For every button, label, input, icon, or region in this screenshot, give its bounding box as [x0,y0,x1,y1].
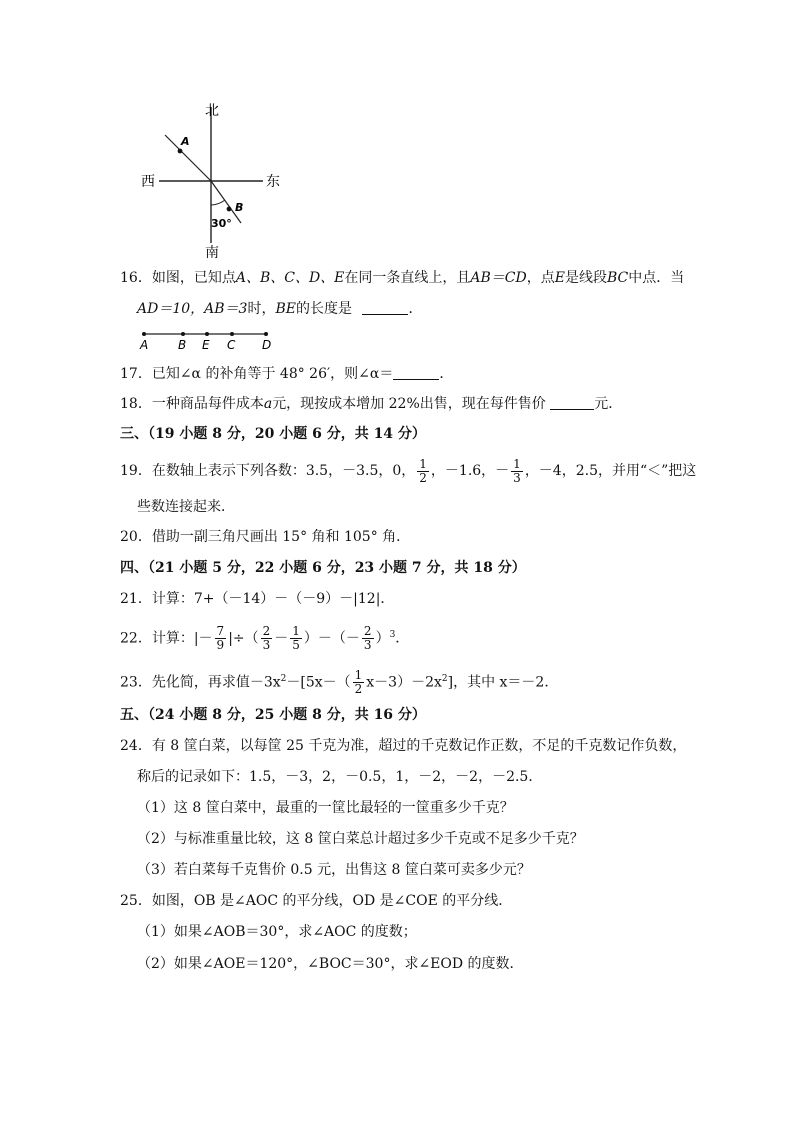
label-point-a: A [181,135,190,148]
label-angle: 30° [211,217,232,230]
label-west: 西 [141,174,155,190]
seg-label-e: E [202,338,210,352]
q24-sub2: （2）与标准重量比较，这 8 筐白菜总计超过多少千克或不足多少千克？ [137,831,584,847]
q18-line: 18．一种商品每件成本a元，现按成本增加 22%出售，现在每件售价 元． [120,396,623,412]
q23-line: 23．先化简，再求值$-3x^2-[5x-$（ $\frac{1}{2}$ $x-3)-2x^2$]，其中 x＝－2． [120,668,559,697]
q16-line1: 16．如图，已知点A、B、C、D、E在同一条直线上，且AB＝CD，点E是线段BC中点．当 [120,270,685,286]
q24-line2: 称后的记录如下：1.5，－3，2，－0.5，1，－2，－2，－2.5． [137,769,543,785]
q21-line: 21．计算：7+（－14）－（－9）－|12|． [120,591,395,607]
compass-diagram [135,95,295,265]
q25-sub2: （2）如果∠AOE＝120°，∠BOC＝30°，求∠EOD 的度数． [137,956,524,972]
seg-label-c: C [227,338,236,352]
q16-segment-diagram [135,327,285,353]
q16-answer-blank[interactable] [362,300,408,315]
point-a-dot [178,149,183,154]
q25-line1: 25．如图，OB 是∠AOC 的平分线，OD 是∠COE 的平分线． [120,893,513,909]
q17-line: 17．已知∠α 的补角等于 48° 26′，则∠α＝ ． [120,366,454,382]
point-b-dot [227,207,232,212]
fraction: $\frac{1}{2}$ [419,456,427,485]
q16-line2: AD＝10，AB＝3时，BE的长度是 ． [137,301,423,317]
section-4-heading: 四、（21 小题 5 分，22 小题 6 分，23 小题 7 分，共 18 分） [120,560,526,576]
q22-line: 22．计算：|－ $\frac{7}{9}$ |÷（ $\frac{2}{3}$ － $\frac{1}{5}$ ）－（－ $\frac{2}{3}$ ）$^3$． [120,624,410,653]
seg-label-b: B [178,338,187,352]
seg-label-d: D [262,338,272,352]
q24-sub1: （1）这 8 筐白菜中，最重的一筐比最轻的一筐重多少千克？ [137,800,514,816]
q18-answer-blank[interactable] [550,395,594,410]
q24-line1: 24．有 8 筐白菜，以每筐 25 千克为准，超过的千克数记作正数，不足的千克数记作负数， [120,738,687,754]
fraction: $\frac{1}{2}$ [354,668,363,697]
section-5-heading: 五、（24 小题 8 分，25 小题 8 分，共 16 分） [120,707,426,723]
angle-arc [211,200,225,205]
label-south: 南 [205,245,219,261]
q17-answer-blank[interactable] [393,365,439,380]
section-3-heading: 三、（19 小题 8 分，20 小题 6 分，共 14 分） [120,426,426,442]
q25-sub1: （1）如果∠AOB＝30°，求∠AOC 的度数； [137,924,417,940]
label-east: 东 [266,174,280,190]
q19-line2: 些数连接起来． [137,499,235,515]
fraction: $\frac{1}{3}$ [513,456,521,485]
q19-line1: 19．在数轴上表示下列各数：3.5，－3.5，0， $\frac{1}{2}$ ，－1.6，－ $\frac{1}{3}$ ，－4，2.5，并用“＜”把这 [120,456,697,485]
seg-label-a: A [140,338,149,352]
fraction: $\frac{2}{3}$ [262,624,271,653]
fraction: $\frac{7}{9}$ [216,624,225,653]
label-north: 北 [205,103,219,119]
label-point-b: B [235,201,244,214]
q20-line: 20．借助一副三角尺画出 15° 角和 105° 角． [120,529,411,545]
fraction: $\frac{1}{5}$ [292,624,300,653]
q24-sub3: （3）若白菜每千克售价 0.5 元，出售这 8 筐白菜可卖多少元？ [137,862,531,878]
fraction: $\frac{2}{3}$ [363,624,372,653]
